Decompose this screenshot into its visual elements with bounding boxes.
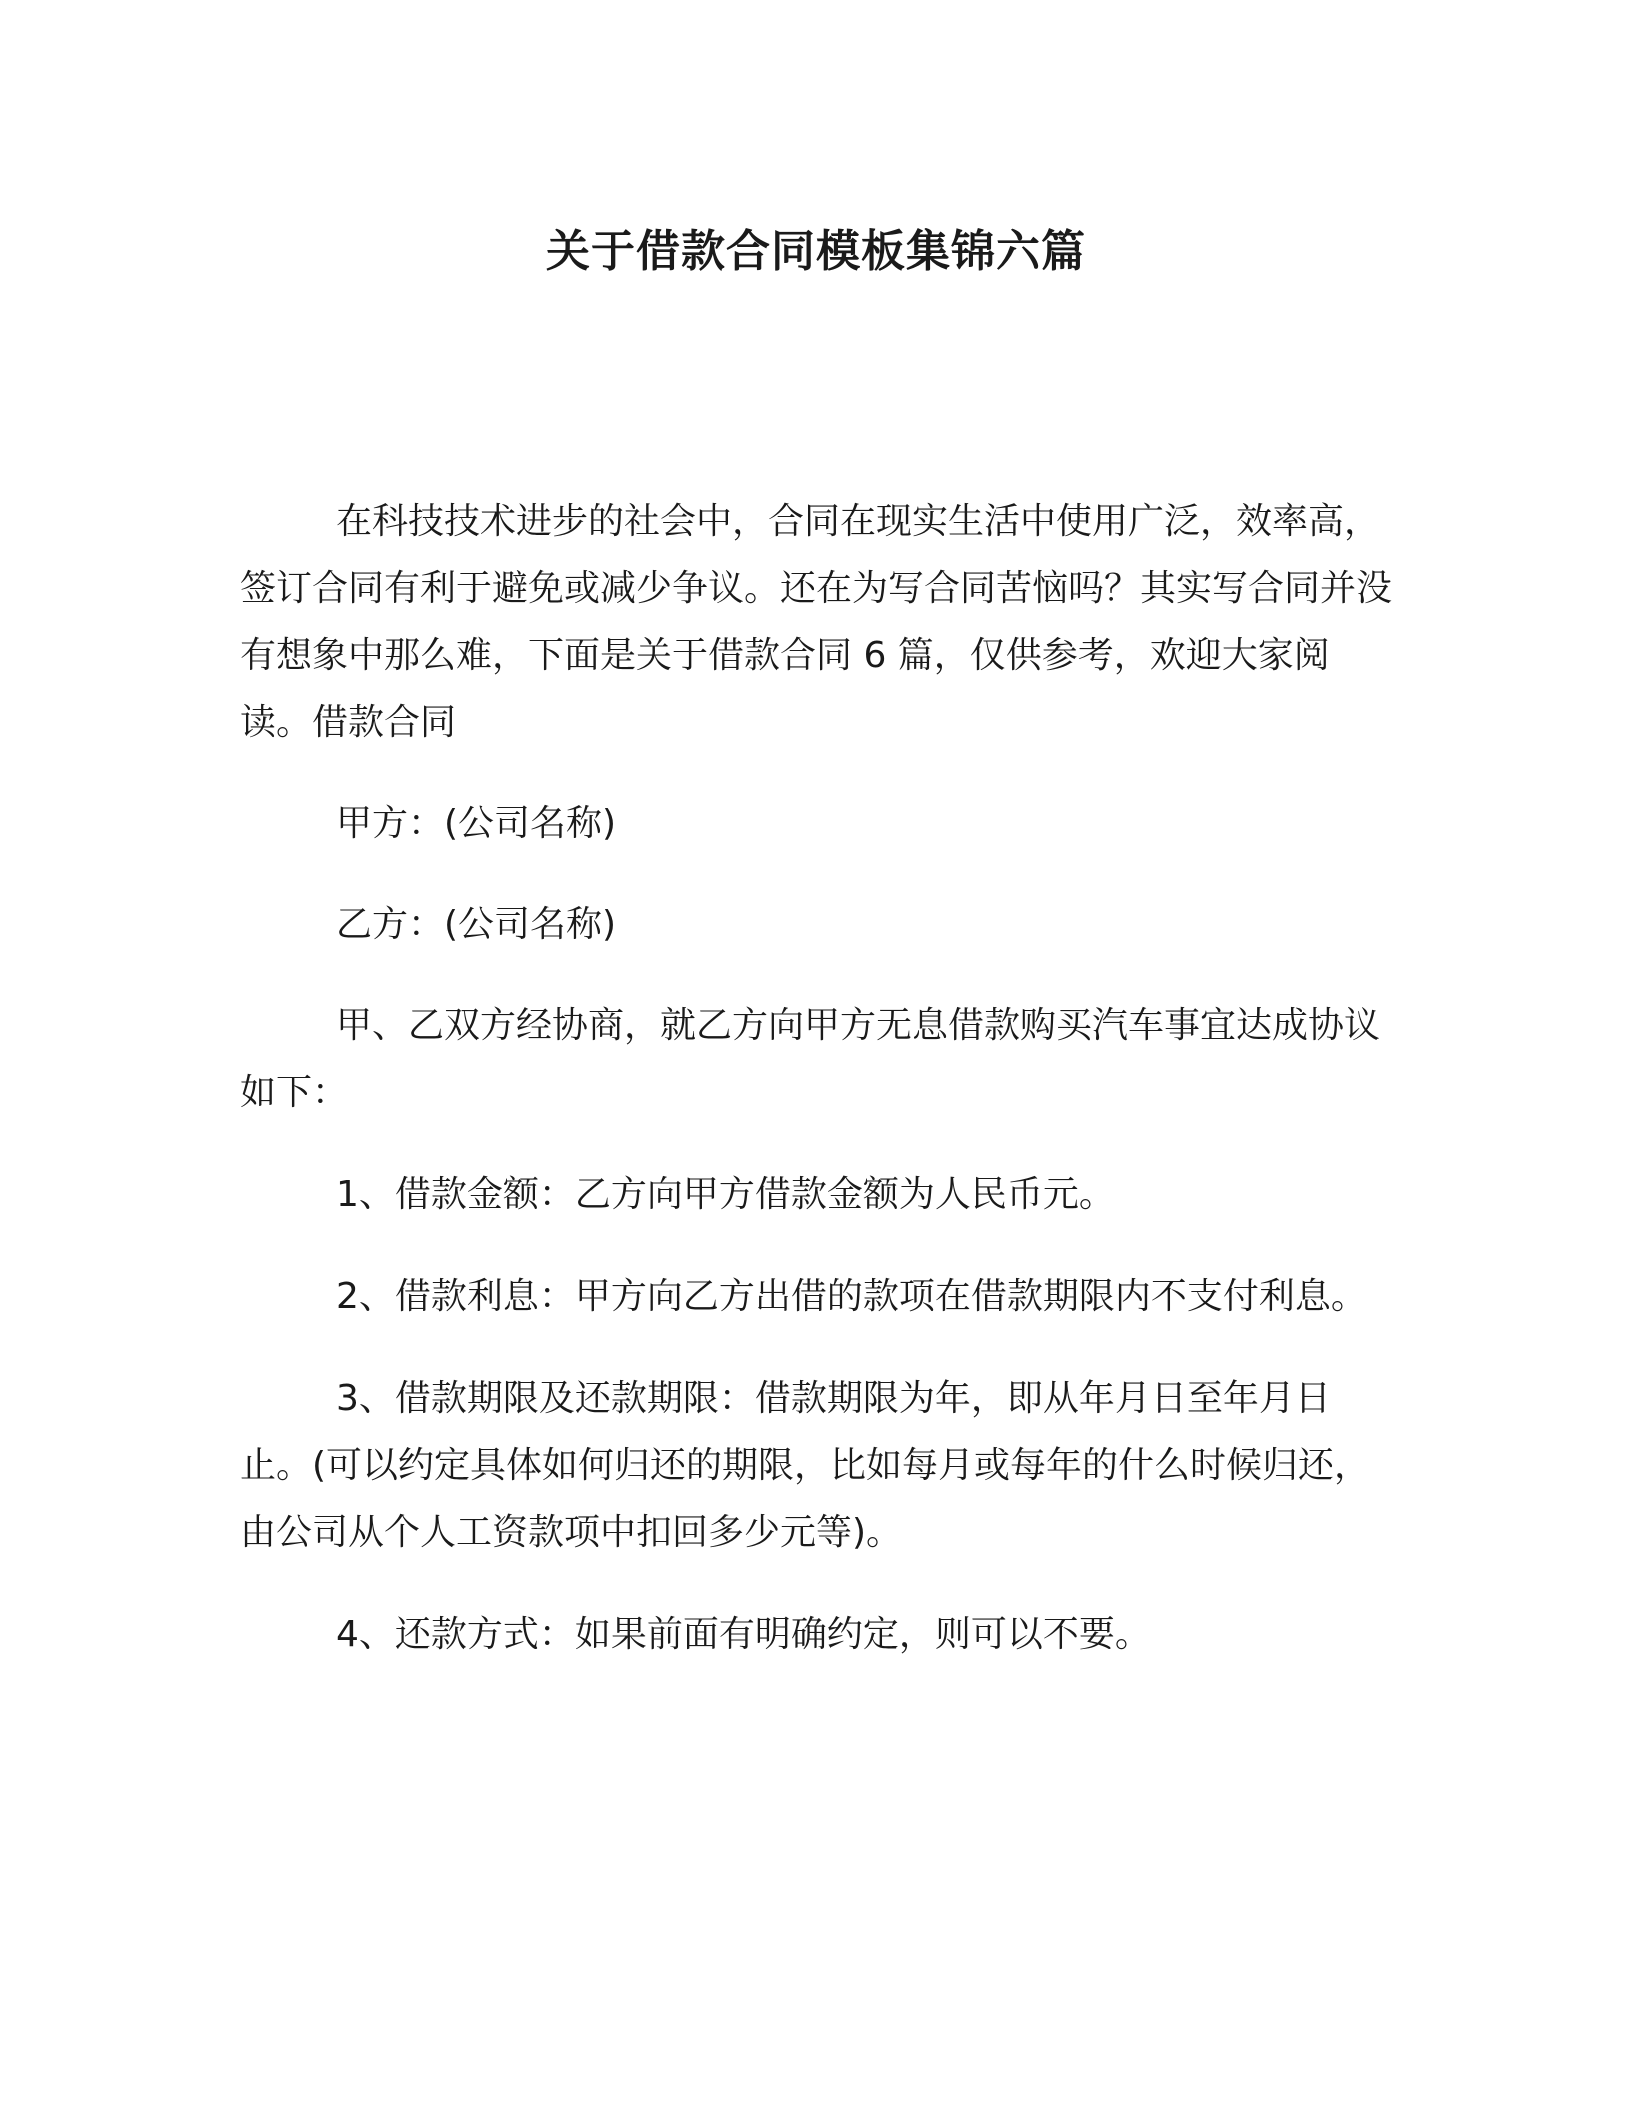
intro-paragraph: 在科技技术进步的社会中，合同在现实生活中使用广泛，效率高，签订合同有利于避免或减少争议。还在为写合同苦恼吗？其实写合同并没有想象中那么难，下面是关于借款合同 6 篇，仅供参考，欢迎大家阅读。借款合同 (240, 501, 1393, 743)
clause-loan-term: 3、借款期限及还款期限：借款期限为年，即从年月日至年月日止。(可以约定具体如何归还的期限，比如每月或每年的什么时候归还，由公司从个人工资款项中扣回多少元等)。 (240, 1378, 1371, 1553)
clause-loan-amount: 1、借款金额：乙方向甲方借款金额为人民币元。 (336, 1174, 1115, 1215)
party-a-line: 甲方：(公司名称) (336, 803, 617, 844)
document-body (240, 488, 1395, 1668)
clause-repayment-method: 4、还款方式：如果前面有明确约定，则可以不要。 (336, 1614, 1151, 1655)
document-title: 关于借款合同模板集锦六篇 (546, 226, 1086, 277)
party-b-line: 乙方：(公司名称) (336, 904, 617, 945)
clause-loan-interest: 2、借款利息：甲方向乙方出借的款项在借款期限内不支付利息。 (336, 1276, 1367, 1317)
agreement-preamble: 甲、乙双方经协商，就乙方向甲方无息借款购买汽车事宜达成协议如下： (240, 1005, 1381, 1113)
